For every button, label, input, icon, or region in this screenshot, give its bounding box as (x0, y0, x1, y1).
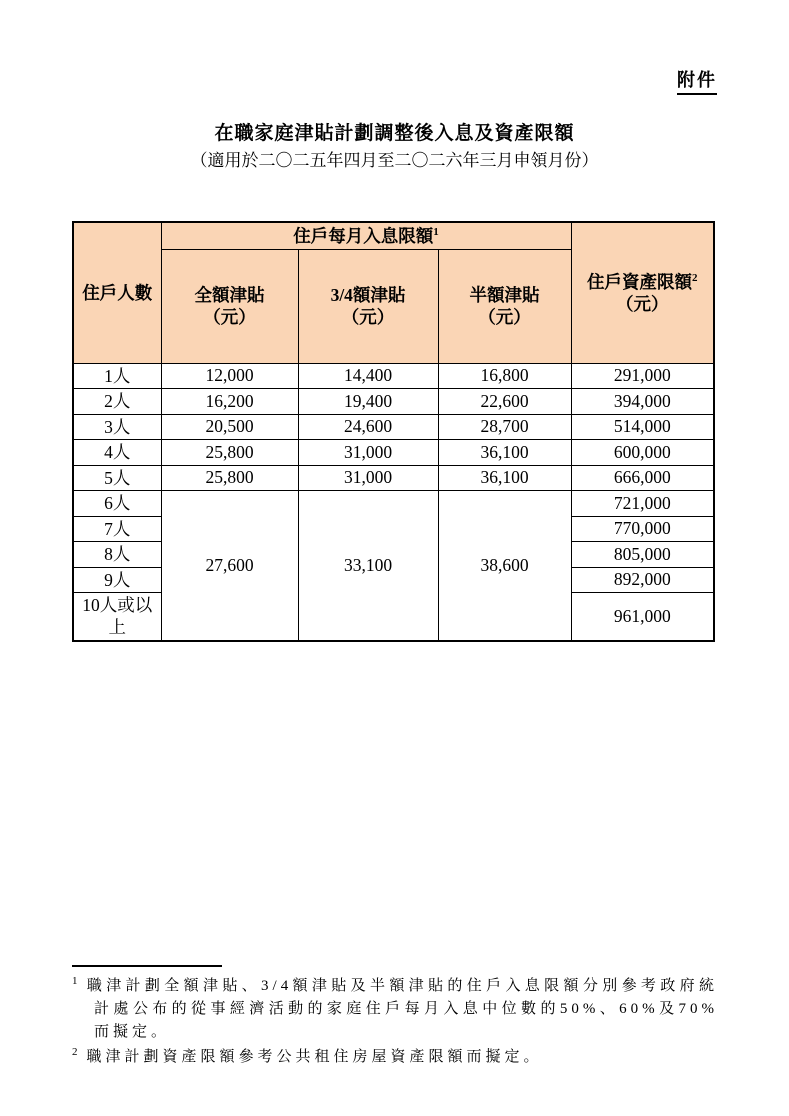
header-monthly-income-limit-group (161, 222, 571, 249)
footnotes-section (72, 975, 718, 1069)
page-subtitle: （適用於二〇二五年四月至二〇二六年三月申領月份） (190, 151, 599, 170)
half-allowance-cell: 28,700 (438, 414, 571, 440)
three-quarter-allowance-cell: 31,000 (298, 465, 438, 491)
footnote-2 (72, 1046, 718, 1069)
footnote-1-text: 職津計劃全額津貼、3/4額津貼及半額津貼的住戶入息限額分別參考政府統計處公布的從事經濟活動的家庭住戶每月入息中位數的50%、60%及70%而擬定。 (86, 978, 718, 1040)
table-row (73, 465, 714, 491)
three-quarter-allowance-merged-cell: 33,100 (298, 491, 438, 641)
asset-limit-cell: 600,000 (571, 440, 714, 466)
full-allowance-cell: 25,800 (161, 440, 298, 466)
page-title: 在職家庭津貼計劃調整後入息及資產限額 (214, 123, 575, 144)
half-allowance-cell: 36,100 (438, 465, 571, 491)
footnote-2-text: 職津計劃資產限額參考公共租住房屋資產限額而擬定。 (86, 1049, 543, 1065)
household-size-cell: 5人 (73, 465, 161, 491)
table-header-row-group (73, 222, 714, 249)
allowance-limits-table (72, 221, 715, 642)
three-quarter-allowance-cell: 19,400 (298, 389, 438, 415)
header-three-quarter-allowance (298, 249, 438, 363)
header-asset-limit (571, 222, 714, 363)
asset-limit-cell: 514,000 (571, 414, 714, 440)
asset-limit-label: 住戶資產限額 (587, 271, 693, 292)
three-quarter-allowance-cell: 31,000 (298, 440, 438, 466)
footnote-1-marker: 1 (72, 975, 78, 987)
household-size-cell: 6人 (73, 491, 161, 517)
household-size-cell: 2人 (73, 389, 161, 415)
footnote-separator (72, 965, 222, 967)
three-quarter-allowance-cell: 24,600 (298, 414, 438, 440)
table-row (73, 389, 714, 415)
full-allowance-cell: 12,000 (161, 363, 298, 389)
full-allowance-cell: 16,200 (161, 389, 298, 415)
household-size-cell: 10人或以上 (73, 593, 161, 641)
footnote-2-reference: 2 (692, 271, 698, 284)
table-row (73, 414, 714, 440)
household-size-cell: 7人 (73, 516, 161, 542)
household-size-cell: 1人 (73, 363, 161, 389)
full-allowance-merged-cell: 27,600 (161, 491, 298, 641)
header-full-allowance (161, 249, 298, 363)
half-allowance-unit: （元） (478, 307, 531, 327)
household-size-cell: 3人 (73, 414, 161, 440)
footnote-1-reference: 1 (433, 225, 439, 238)
half-allowance-cell: 36,100 (438, 440, 571, 466)
household-size-cell: 8人 (73, 542, 161, 568)
income-limit-group-label: 住戶每月入息限額 (293, 225, 434, 246)
header-household-size: 住戶人數 (73, 222, 161, 363)
household-size-cell: 4人 (73, 440, 161, 466)
half-allowance-merged-cell: 38,600 (438, 491, 571, 641)
asset-limit-cell: 892,000 (571, 567, 714, 593)
full-allowance-unit: （元） (203, 307, 256, 327)
asset-limit-unit: （元） (616, 293, 669, 314)
three-quarter-allowance-cell: 14,400 (298, 363, 438, 389)
asset-limit-cell: 805,000 (571, 542, 714, 568)
asset-limit-cell: 721,000 (571, 491, 714, 517)
table-row (73, 363, 714, 389)
half-allowance-cell: 22,600 (438, 389, 571, 415)
header-half-allowance (438, 249, 571, 363)
asset-limit-cell: 666,000 (571, 465, 714, 491)
asset-limit-cell: 770,000 (571, 516, 714, 542)
full-allowance-cell: 20,500 (161, 414, 298, 440)
three-quarter-allowance-label: 3/4額津貼 (330, 285, 406, 305)
full-allowance-label: 全額津貼 (194, 285, 265, 305)
asset-limit-cell: 394,000 (571, 389, 714, 415)
asset-limit-cell: 291,000 (571, 363, 714, 389)
table-row (73, 491, 714, 517)
attachment-label: 附件 (677, 66, 717, 95)
footnote-1 (72, 975, 718, 1044)
footnote-2-marker: 2 (72, 1046, 78, 1058)
half-allowance-cell: 16,800 (438, 363, 571, 389)
table-row (73, 440, 714, 466)
three-quarter-allowance-unit: （元） (341, 307, 395, 327)
half-allowance-label: 半額津貼 (469, 285, 540, 305)
full-allowance-cell: 25,800 (161, 465, 298, 491)
asset-limit-cell: 961,000 (571, 593, 714, 641)
household-size-cell: 9人 (73, 567, 161, 593)
